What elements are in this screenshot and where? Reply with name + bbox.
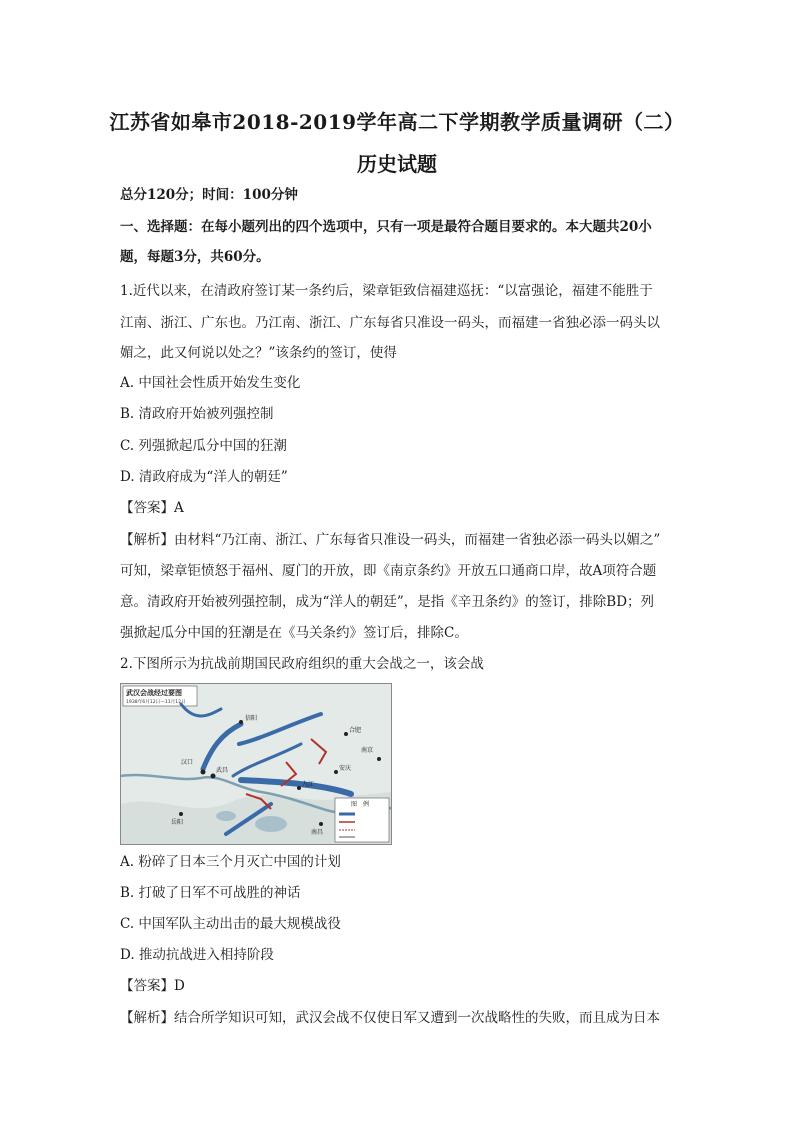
city-label-nanchang: 南昌 bbox=[311, 829, 324, 836]
city-label-anqing: 安庆 bbox=[339, 765, 352, 772]
map-title: 武汉会战经过要图 bbox=[126, 689, 182, 697]
q1-stem-line-1: 1.近代以来，在清政府签订某一条约后，梁章钜致信福建巡抚：“以富强论，福建不能胜于 bbox=[120, 283, 653, 299]
wuhan-battle-map bbox=[120, 683, 392, 845]
q1-stem-line-3: 媚之，此又何说以处之？”该条约的签订，使得 bbox=[120, 345, 397, 361]
section-heading-line-2: 题，每题3分，共60分。 bbox=[120, 249, 270, 265]
q1-answer: 【答案】A bbox=[120, 500, 184, 516]
document-subtitle: 历史试题 bbox=[357, 152, 437, 176]
map-legend-title: 图 例 bbox=[351, 801, 370, 808]
city-dot-xinyang bbox=[239, 720, 243, 724]
q2-option-c: C. 中国军队主动出击的最大规模战役 bbox=[120, 916, 341, 932]
exam-meta: 总分120分；时间：100分钟 bbox=[120, 187, 298, 203]
city-dot-wuchang bbox=[211, 774, 216, 779]
city-dot-hefei bbox=[344, 732, 348, 736]
city-label-yueyang: 岳阳 bbox=[171, 819, 184, 826]
q1-analysis-line-2: 可知，梁章钜愤怒于福州、厦门的开放，即《南京条约》开放五口通商口岸，故A项符合题 bbox=[120, 563, 657, 579]
q1-analysis-line-1: 【解析】由材料“乃江南、浙江、广东每省只准设一码头，而福建一省独必添一码头以媚之” bbox=[120, 532, 661, 548]
city-label-nanjing: 南京 bbox=[361, 747, 374, 754]
city-label-jiujiang: 九江 bbox=[302, 781, 315, 788]
city-dot-yueyang bbox=[179, 812, 183, 816]
q1-option-c: C. 列强掀起瓜分中国的狂潮 bbox=[120, 438, 287, 454]
lake-shape bbox=[255, 816, 287, 832]
document-title: 江苏省如皋市2018-2019学年高二下学期教学质量调研（二） bbox=[109, 110, 685, 134]
q2-analysis-line-1: 【解析】结合所学知识可知，武汉会战不仅使日军又遭到一次战略性的失败，而且成为日本 bbox=[120, 1010, 660, 1026]
q2-answer: 【答案】D bbox=[120, 978, 185, 994]
city-label-xinyang: 信阳 bbox=[245, 715, 258, 722]
city-dot-anqing bbox=[334, 770, 338, 774]
q2-option-d: D. 推动抗战进入相持阶段 bbox=[120, 947, 274, 963]
city-label-hankou: 汉口 bbox=[181, 759, 194, 766]
q1-stem-line-2: 江南、浙江、广东也。乃江南、浙江、广东每省只准设一码头，而福建一省独必添一码头以 bbox=[120, 315, 660, 331]
q1-analysis-line-3: 意。清政府开始被列强控制，成为“洋人的朝廷”，是指《辛丑条约》的签订，排除BD；列 bbox=[120, 594, 655, 610]
city-dot-hankou bbox=[201, 770, 206, 775]
q1-option-b: B. 清政府开始被列强控制 bbox=[120, 406, 274, 422]
city-label-hefei: 合肥 bbox=[349, 727, 362, 734]
q2-stem: 2.下图所示为抗战前期国民政府组织的重大会战之一，该会战 bbox=[120, 656, 484, 672]
map-graphic bbox=[121, 684, 391, 844]
city-dot-nanjing bbox=[377, 757, 381, 761]
city-dot-nanchang bbox=[319, 822, 323, 826]
city-label-wuchang: 武昌 bbox=[216, 767, 229, 774]
section-heading-line-1: 一、选择题：在每小题列出的四个选项中，只有一项是最符合题目要求的。本大题共20小 bbox=[120, 219, 652, 235]
q1-option-a: A. 中国社会性质开始发生变化 bbox=[120, 375, 301, 391]
city-dot-jiujiang bbox=[297, 786, 301, 790]
map-dates: 1938年6月12日—11月12日 bbox=[126, 700, 186, 705]
q2-option-b: B. 打破了日军不可战胜的神话 bbox=[120, 885, 301, 901]
q1-option-d: D. 清政府成为“洋人的朝廷” bbox=[120, 469, 288, 485]
q2-option-a: A. 粉碎了日本三个月灭亡中国的计划 bbox=[120, 854, 341, 870]
lake-shape-2 bbox=[216, 811, 236, 821]
q1-analysis-line-4: 强掀起瓜分中国的狂潮是在《马关条约》签订后，排除C。 bbox=[120, 625, 468, 641]
